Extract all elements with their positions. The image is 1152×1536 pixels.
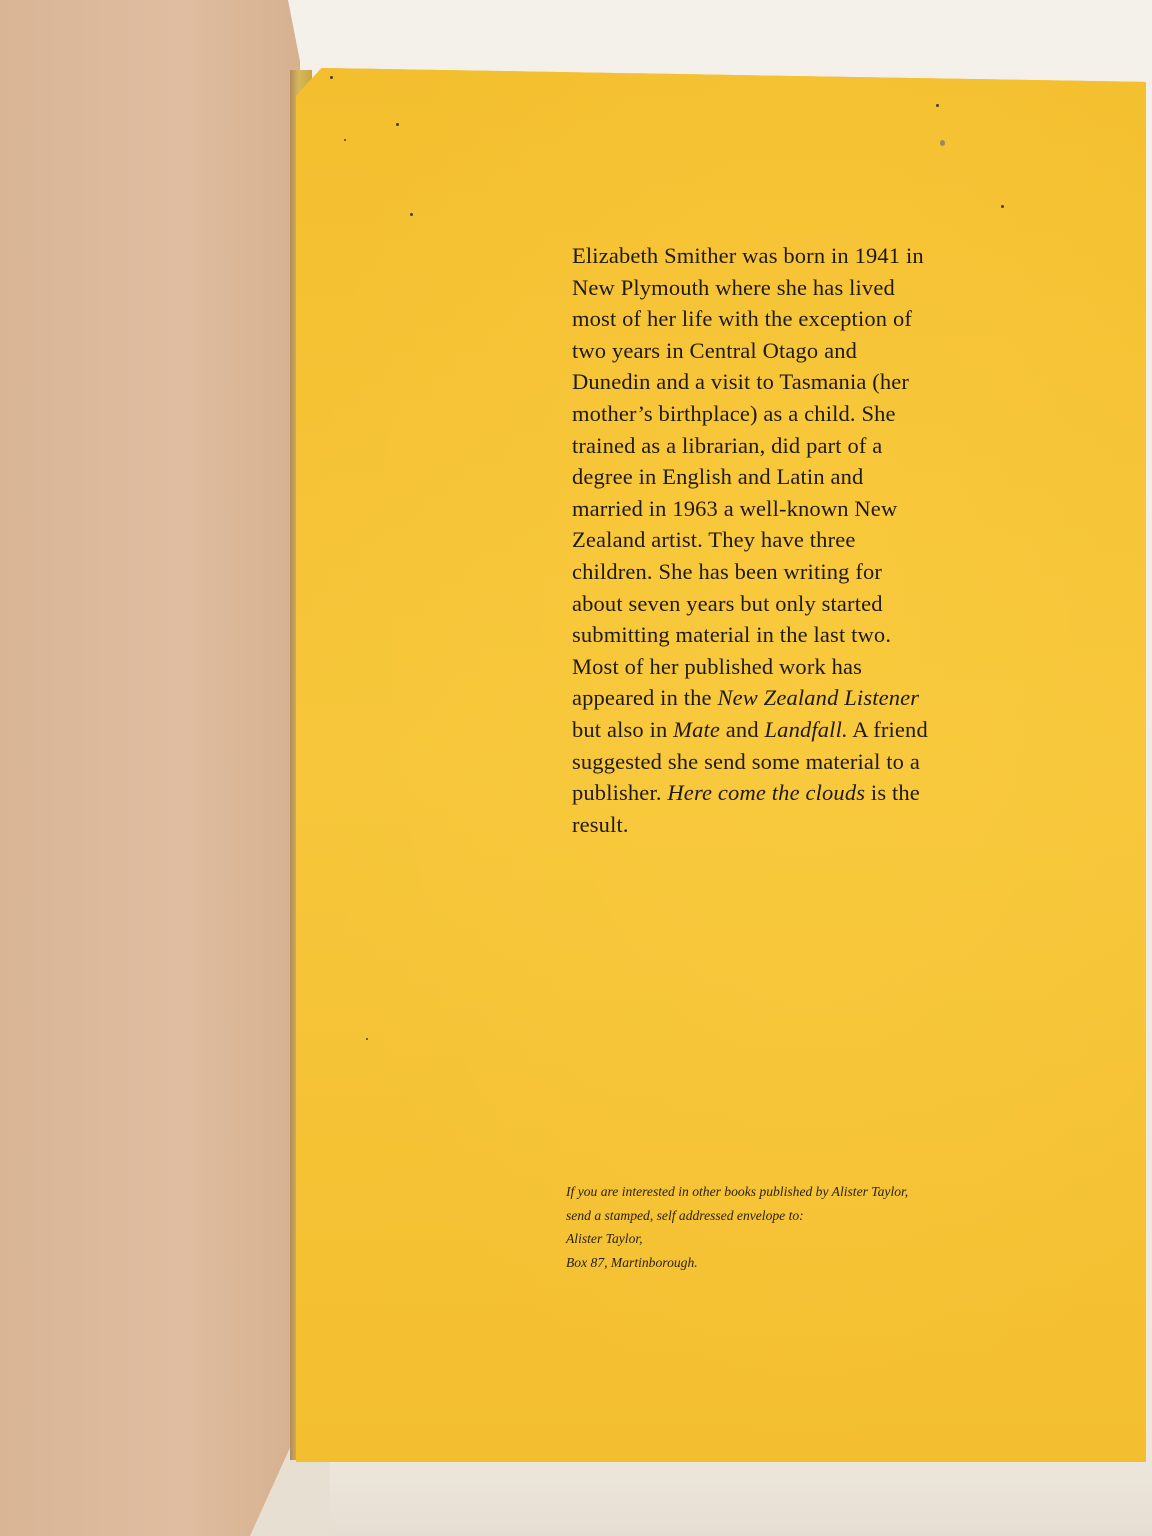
bio-line <box>572 366 1012 398</box>
bio-text: mother’s birthplace) as a child. She <box>572 400 896 426</box>
author-biography <box>572 240 1012 840</box>
bio-line <box>572 809 1012 841</box>
note-line: If you are interested in other books published by Alister Taylor, <box>566 1184 909 1199</box>
bio-text: submitting material in the last two. <box>572 622 892 648</box>
note-line: Alister Taylor, <box>566 1231 643 1246</box>
bio-line <box>572 682 1012 714</box>
bio-text: trained as a librarian, did part of a <box>572 432 883 458</box>
bio-line <box>572 556 1012 588</box>
bio-text: New Plymouth where she has lived <box>572 274 895 300</box>
inside-cover-left <box>0 0 300 1536</box>
note-line: send a stamped, self addressed envelope to: <box>566 1207 804 1223</box>
paper-speck <box>330 76 333 79</box>
bio-text: suggested she send some material to a <box>572 748 920 774</box>
bio-text: appeared in the <box>572 685 718 711</box>
bio-text: about seven years but only started <box>572 590 883 616</box>
bio-line <box>572 493 1012 525</box>
bio-line <box>572 651 1012 683</box>
bio-line <box>572 524 1012 556</box>
bio-text: children. She has been writing for <box>572 558 883 584</box>
bio-text: degree in English and Latin and <box>572 464 864 490</box>
paper-speck <box>396 123 399 126</box>
publisher-note <box>566 1180 1006 1274</box>
bio-text: two years in Central Otago and <box>572 337 858 363</box>
bio-line <box>572 335 1012 367</box>
bio-text: is the <box>865 780 920 806</box>
bio-text: Zealand artist. They have three <box>572 527 856 553</box>
bio-text: and <box>720 716 765 742</box>
bio-line <box>572 272 1012 304</box>
bio-line <box>572 398 1012 430</box>
paper-speck <box>1001 205 1004 208</box>
bio-line <box>572 303 1012 335</box>
bio-text: most of her life with the exception of <box>572 306 912 332</box>
bio-italic-title: New Zealand Listener <box>717 685 920 711</box>
bio-text: publisher. <box>572 780 668 806</box>
note-line: Box 87, Martinborough. <box>566 1254 698 1270</box>
paper-speck <box>936 104 939 107</box>
bio-text: Elizabeth Smither was born in 1941 in <box>572 243 924 268</box>
bio-line <box>572 240 1012 272</box>
bio-italic-title: Mate <box>673 716 721 742</box>
bio-text: Dunedin and a visit to Tasmania (her <box>572 369 910 395</box>
bio-line <box>572 588 1012 620</box>
bio-line <box>572 714 1012 746</box>
bio-italic-title: Landfall. <box>764 716 848 742</box>
paper-speck <box>366 1038 368 1040</box>
bio-line <box>572 746 1012 778</box>
bio-line <box>572 430 1012 462</box>
bio-line <box>572 619 1012 651</box>
bio-italic-title: Here come the clouds <box>667 780 866 806</box>
paper-speck <box>410 213 413 216</box>
bio-line <box>572 777 1012 809</box>
paper-speck <box>344 139 346 141</box>
paper-speck <box>940 140 945 146</box>
bio-line <box>572 461 1012 493</box>
bio-text: A friend <box>847 716 928 742</box>
bio-text: result. <box>572 811 629 837</box>
bio-text: married in 1963 a well-known New <box>572 495 898 521</box>
bio-text: Most of her published work has <box>572 653 863 679</box>
bio-text: but also in <box>572 716 674 742</box>
